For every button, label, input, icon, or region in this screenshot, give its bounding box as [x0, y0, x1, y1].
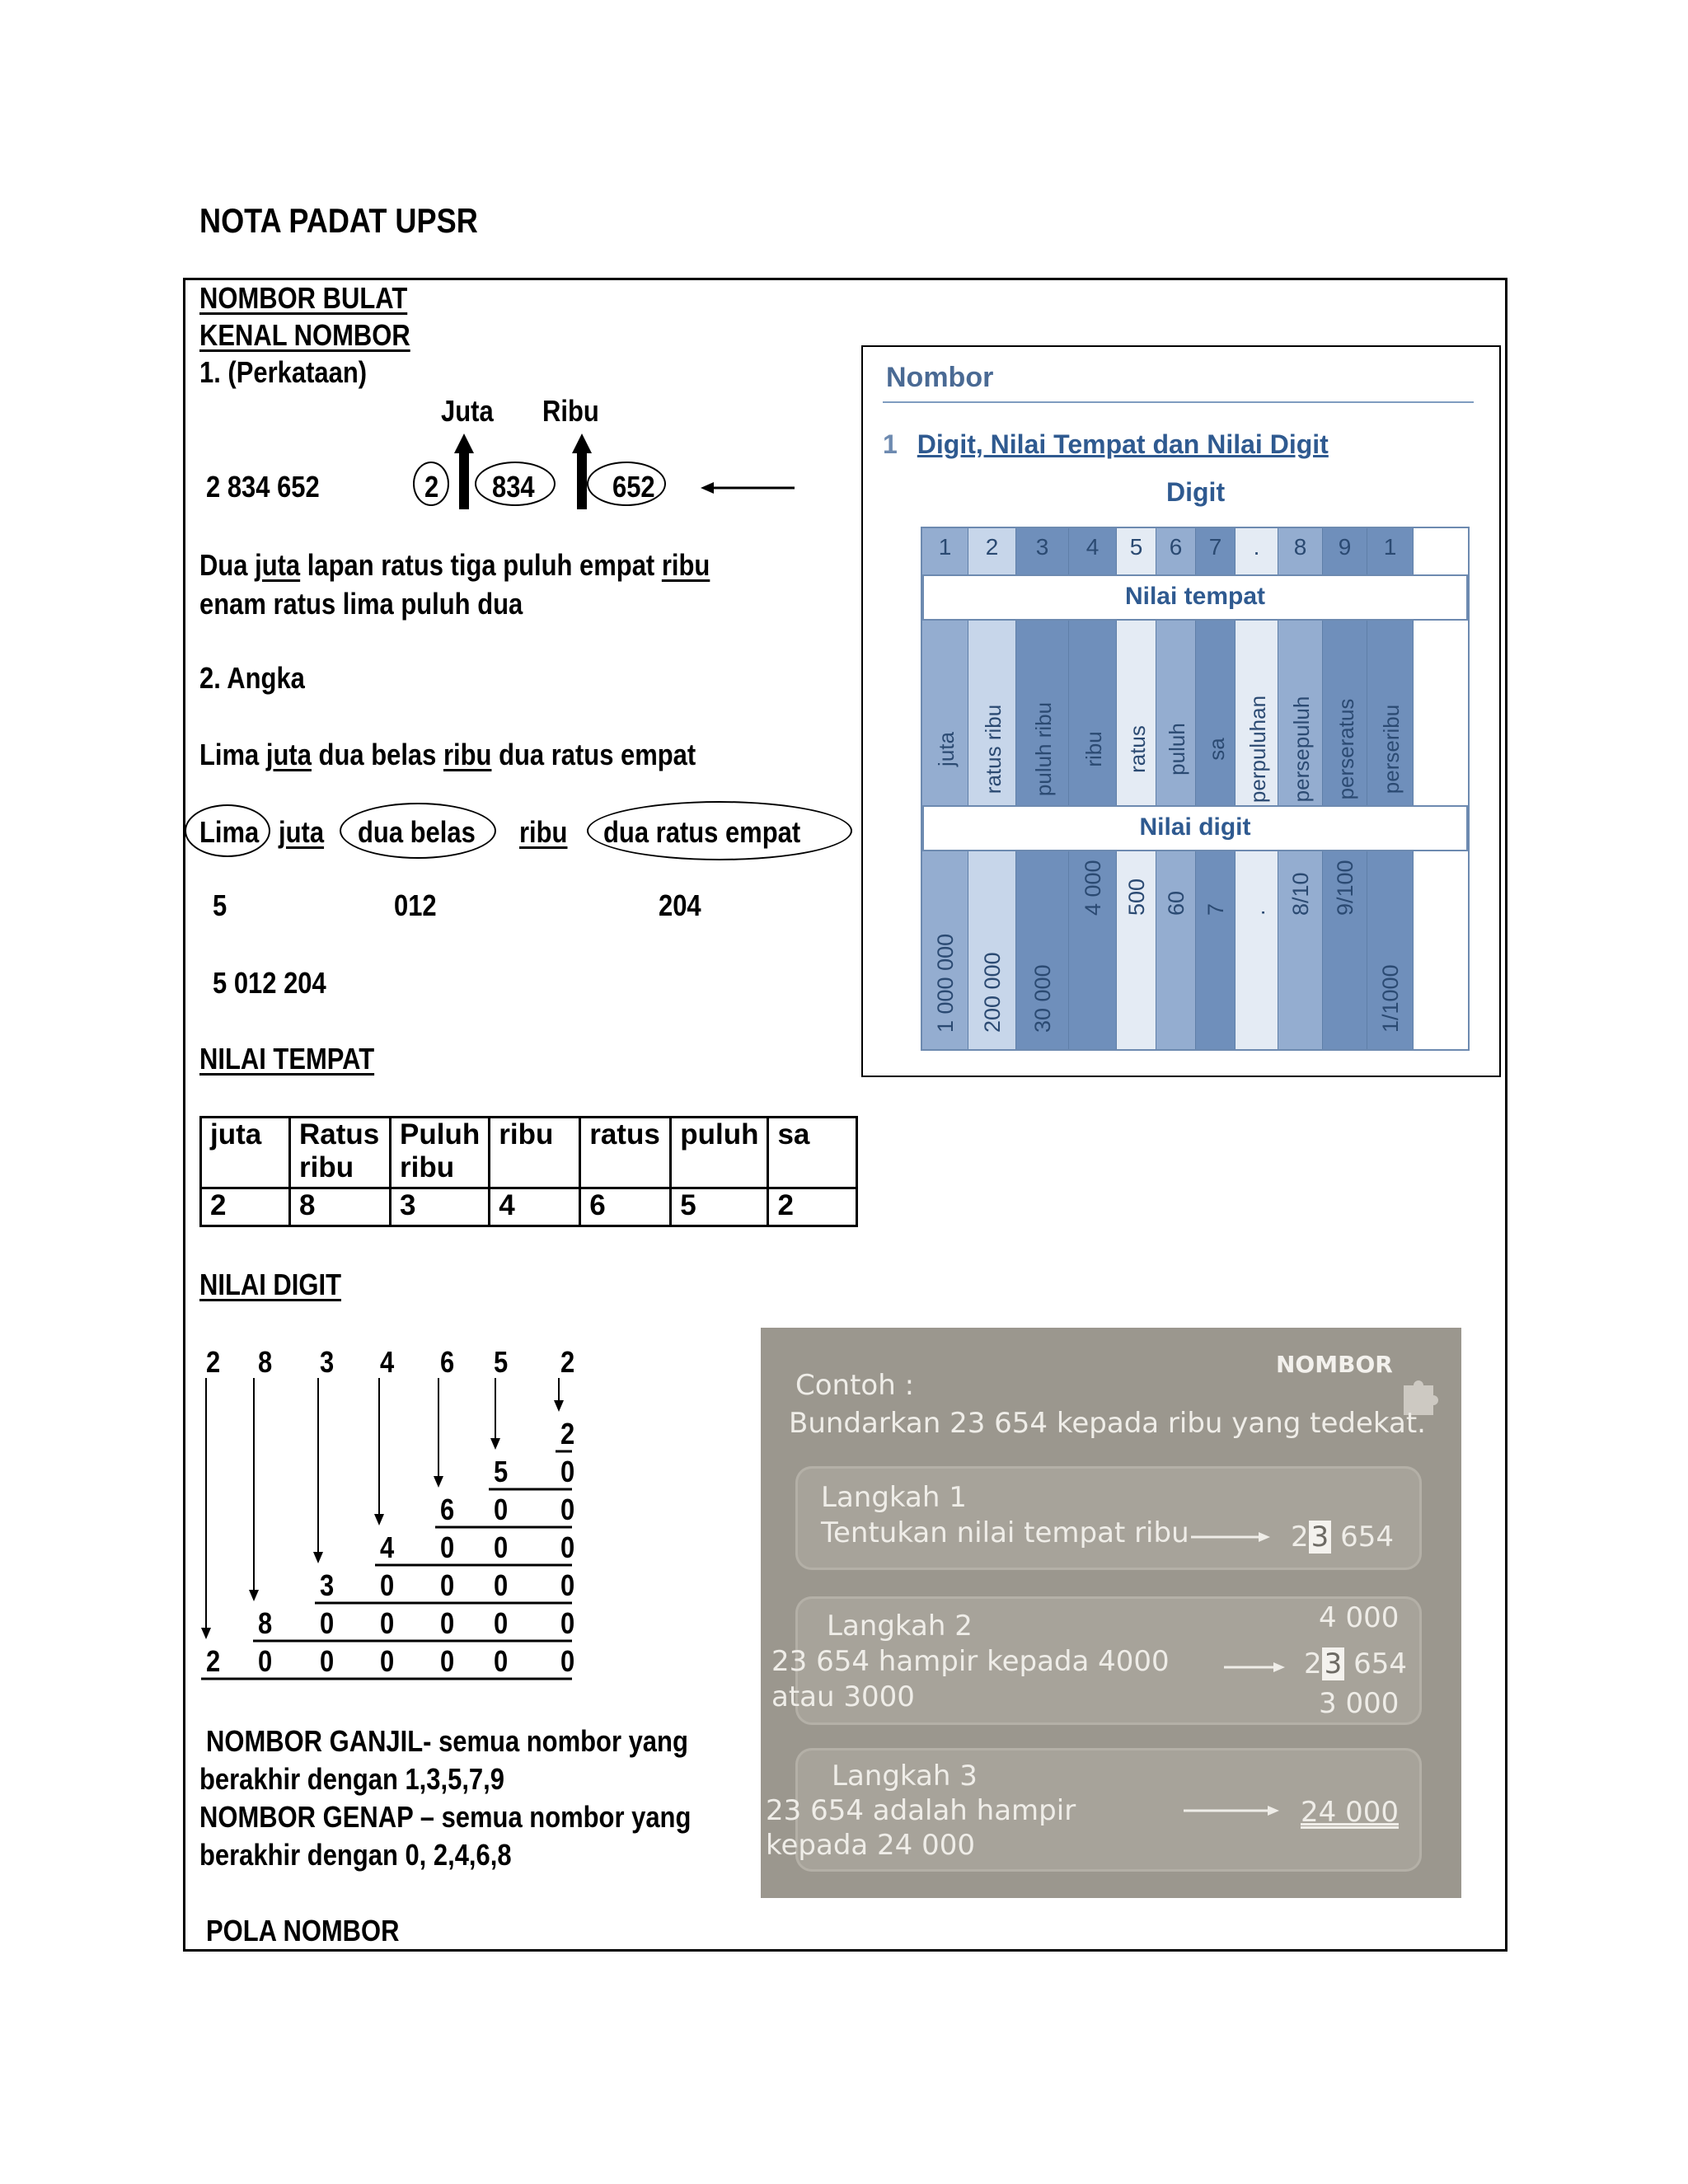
part-thousands: 834	[492, 470, 535, 504]
subtitle-text: Digit, Nilai Tempat dan Nilai Digit	[917, 429, 1329, 459]
step2-bottom: 3 000	[1319, 1687, 1400, 1720]
place-name: puluh ribu	[1030, 701, 1056, 797]
result-number: 5 012 204	[213, 966, 326, 1000]
table-cell: 6	[580, 1188, 671, 1226]
digit-value-cell: 0	[380, 1644, 395, 1678]
section-title: NOMBOR BULAT	[199, 281, 408, 315]
step2-line2: atau 3000	[771, 1680, 915, 1713]
circled-dua-belas: dua belas	[358, 815, 476, 849]
page-title: NOTA PADAT UPSR	[199, 201, 478, 240]
digit-value-cell: 0	[440, 1606, 455, 1640]
digit-cell: 3	[1035, 534, 1049, 560]
digit-value: 4 000	[1080, 860, 1105, 916]
digit-label: Digit	[1166, 477, 1226, 507]
digit-cell: 2	[985, 534, 999, 560]
place-name: ribu	[1081, 731, 1106, 767]
table-cell: 5	[671, 1188, 768, 1226]
place-name: ratus ribu	[980, 704, 1006, 794]
question-text: Bundarkan 23 654 kepada ribu yang tedekat.	[789, 1407, 1426, 1440]
digit-value-cell: 0	[258, 1644, 273, 1678]
figure-badge: NOMBOR	[1276, 1351, 1393, 1378]
digit-value-cell: 0	[494, 1568, 509, 1602]
number-example: 2 834 652	[206, 470, 320, 504]
sentence-juta: juta	[265, 738, 312, 771]
digit-value-cell: 0	[560, 1644, 575, 1678]
pola-nombor-title: POLA NOMBOR	[206, 1914, 400, 1947]
table-header-cell: sa	[768, 1118, 857, 1188]
digit-value-cell: 0	[380, 1606, 395, 1640]
digit-value-cell: 0	[494, 1530, 509, 1564]
place-name: perseratus	[1333, 698, 1358, 800]
part-millions: 2	[424, 470, 439, 504]
table-cell: 2	[768, 1188, 857, 1226]
digit-cell: 5	[1129, 534, 1143, 560]
digit-value-cell: 0	[494, 1606, 509, 1640]
digit-value-cell: 0	[380, 1568, 395, 1602]
circled-juta: juta	[279, 815, 325, 849]
step1-title: Langkah 1	[821, 1481, 967, 1514]
place-name: perpuluhan	[1245, 695, 1270, 804]
sentence-word: lapan ratus tiga puluh empat	[307, 548, 655, 582]
digit-value-cell: 0	[560, 1493, 575, 1526]
digit-value-cell: 6	[440, 1493, 455, 1526]
digit-cell: 9	[1338, 534, 1352, 560]
step2-title: Langkah 2	[827, 1610, 973, 1643]
down-arrow-icon	[434, 1476, 443, 1488]
digit-value: 9/100	[1332, 860, 1357, 916]
digit-cell: .	[1253, 534, 1260, 560]
digit-value: 200 000	[979, 952, 1005, 1033]
sentence-ribu: ribu	[443, 738, 492, 771]
digit-top: 2	[206, 1345, 221, 1379]
genap-line1: NOMBOR GENAP – semua nombor yang	[199, 1800, 692, 1834]
step3-result: 24 000	[1301, 1796, 1399, 1829]
digit-cell: 7	[1208, 534, 1222, 560]
down-arrow-icon	[490, 1438, 500, 1450]
digit-value: 60	[1163, 890, 1189, 916]
digit-cell: 4	[1085, 534, 1100, 560]
part-units: 652	[612, 470, 655, 504]
sentence-line2: enam ratus lima puluh dua	[199, 587, 523, 621]
sentence-juta: juta	[255, 548, 301, 582]
contoh-label: Contoh :	[795, 1369, 915, 1402]
digit-value-cell: 0	[440, 1568, 455, 1602]
digit-value-cell: 8	[258, 1606, 273, 1640]
value-5: 5	[213, 888, 227, 922]
digit-top: 2	[560, 1345, 575, 1379]
table-header-cell: juta	[201, 1118, 290, 1188]
sentence-word: dua ratus empat	[499, 738, 696, 771]
step3-line1: 23 654 adalah hampir	[766, 1794, 1076, 1827]
down-arrow-icon	[249, 1590, 259, 1601]
digit-top: 3	[320, 1345, 335, 1379]
digit-value-cell: 0	[494, 1644, 509, 1678]
step2-line1: 23 654 hampir kepada 4000	[771, 1645, 1170, 1678]
digit-cell: 1	[938, 534, 952, 560]
digit-value: 1 000 000	[932, 933, 958, 1033]
circled-lima: Lima	[199, 815, 260, 849]
digit-top: 4	[380, 1345, 395, 1379]
place-name: puluh	[1164, 723, 1189, 776]
table-header-cell: puluh	[671, 1118, 768, 1188]
place-name: ratus	[1124, 725, 1150, 773]
digit-top: 6	[440, 1345, 455, 1379]
place-name: sa	[1203, 738, 1229, 761]
table-cell: 2	[201, 1188, 290, 1226]
down-arrow-icon	[374, 1514, 384, 1526]
genap-line2: berakhir dengan 0, 2,4,6,8	[199, 1838, 512, 1872]
table-header-cell: ribu	[490, 1118, 580, 1188]
table-cell: 4	[490, 1188, 580, 1226]
value-012: 012	[394, 888, 437, 922]
digit-value-cell: 0	[494, 1493, 509, 1526]
down-arrow-icon	[201, 1628, 211, 1639]
digit-value-cell: 0	[320, 1606, 335, 1640]
digit-value-cell: 0	[560, 1455, 575, 1488]
value-204: 204	[659, 888, 701, 922]
circled-dua-ratus-empat: dua ratus empat	[603, 815, 801, 849]
digit-value-cell: 3	[320, 1568, 335, 1602]
digit-value: 8/10	[1287, 872, 1313, 916]
digit-value-cell: 2	[206, 1644, 221, 1678]
digit-value: .	[1244, 909, 1269, 916]
table-header-cell: Ratus ribu	[290, 1118, 391, 1188]
table-cell: 3	[391, 1188, 490, 1226]
nilai-digit-band: Nilai digit	[922, 805, 1468, 851]
step2-top: 4 000	[1319, 1601, 1400, 1634]
digit-value-cell: 0	[560, 1568, 575, 1602]
down-arrow-icon	[313, 1552, 323, 1563]
step2-mid: 23 654	[1304, 1647, 1407, 1680]
circled-ribu: ribu	[519, 815, 568, 849]
table-header-cell: ratus	[580, 1118, 671, 1188]
digit-top: 8	[258, 1345, 273, 1379]
digit-cell: 1	[1383, 534, 1397, 560]
digit-value-cell: 0	[440, 1530, 455, 1564]
digit-value-cell: 0	[440, 1644, 455, 1678]
figure-header: Nombor	[886, 362, 994, 393]
digit-cell: 6	[1169, 534, 1183, 560]
place-name: persepuluh	[1288, 696, 1314, 803]
step3-title: Langkah 3	[832, 1760, 978, 1793]
nilai-digit-title: NILAI DIGIT	[199, 1268, 341, 1301]
digit-value-cell: 0	[560, 1606, 575, 1640]
table-header-cell: Puluh ribu	[391, 1118, 490, 1188]
nilai-tempat-title: NILAI TEMPAT	[199, 1042, 375, 1076]
ganjil-line1: NOMBOR GANJIL- semua nombor yang	[206, 1724, 688, 1758]
table-cell: 8	[290, 1188, 391, 1226]
digit-value-cell: 2	[560, 1417, 575, 1451]
nilai-tempat-band: Nilai tempat	[922, 574, 1468, 621]
step3-line2: kepada 24 000	[766, 1829, 976, 1862]
digit-value-cell: 4	[380, 1530, 395, 1564]
step1-result: 23 654	[1291, 1521, 1394, 1554]
place-name: juta	[933, 732, 959, 766]
subsection-title: KENAL NOMBOR	[199, 318, 410, 352]
digit-value: 30 000	[1029, 964, 1055, 1033]
digit-value: 7	[1203, 902, 1228, 916]
item2-label: 2. Angka	[199, 661, 305, 695]
sentence-word: dua belas	[318, 738, 437, 771]
sentence-word: Lima	[199, 738, 260, 771]
sentence-word: Dua	[199, 548, 248, 582]
digit-cell: 8	[1293, 534, 1307, 560]
digit-value: 1/1000	[1377, 964, 1403, 1033]
juta-label: Juta	[441, 394, 494, 428]
sentence-ribu: ribu	[661, 548, 710, 582]
step1-text: Tentukan nilai tempat ribu	[821, 1516, 1189, 1549]
item1-label: 1. (Perkataan)	[199, 355, 368, 389]
digit-value-cell: 5	[494, 1455, 509, 1488]
subtitle-number: 1	[883, 429, 898, 459]
down-arrow-icon	[554, 1400, 564, 1412]
digit-value-cell: 0	[320, 1644, 335, 1678]
digit-value: 500	[1123, 878, 1149, 916]
place-name: perseribu	[1378, 704, 1404, 794]
digit-value-cell: 0	[560, 1530, 575, 1564]
digit-top: 5	[494, 1345, 509, 1379]
ribu-label: Ribu	[542, 394, 599, 428]
ganjil-line2: berakhir dengan 1,3,5,7,9	[199, 1762, 504, 1796]
